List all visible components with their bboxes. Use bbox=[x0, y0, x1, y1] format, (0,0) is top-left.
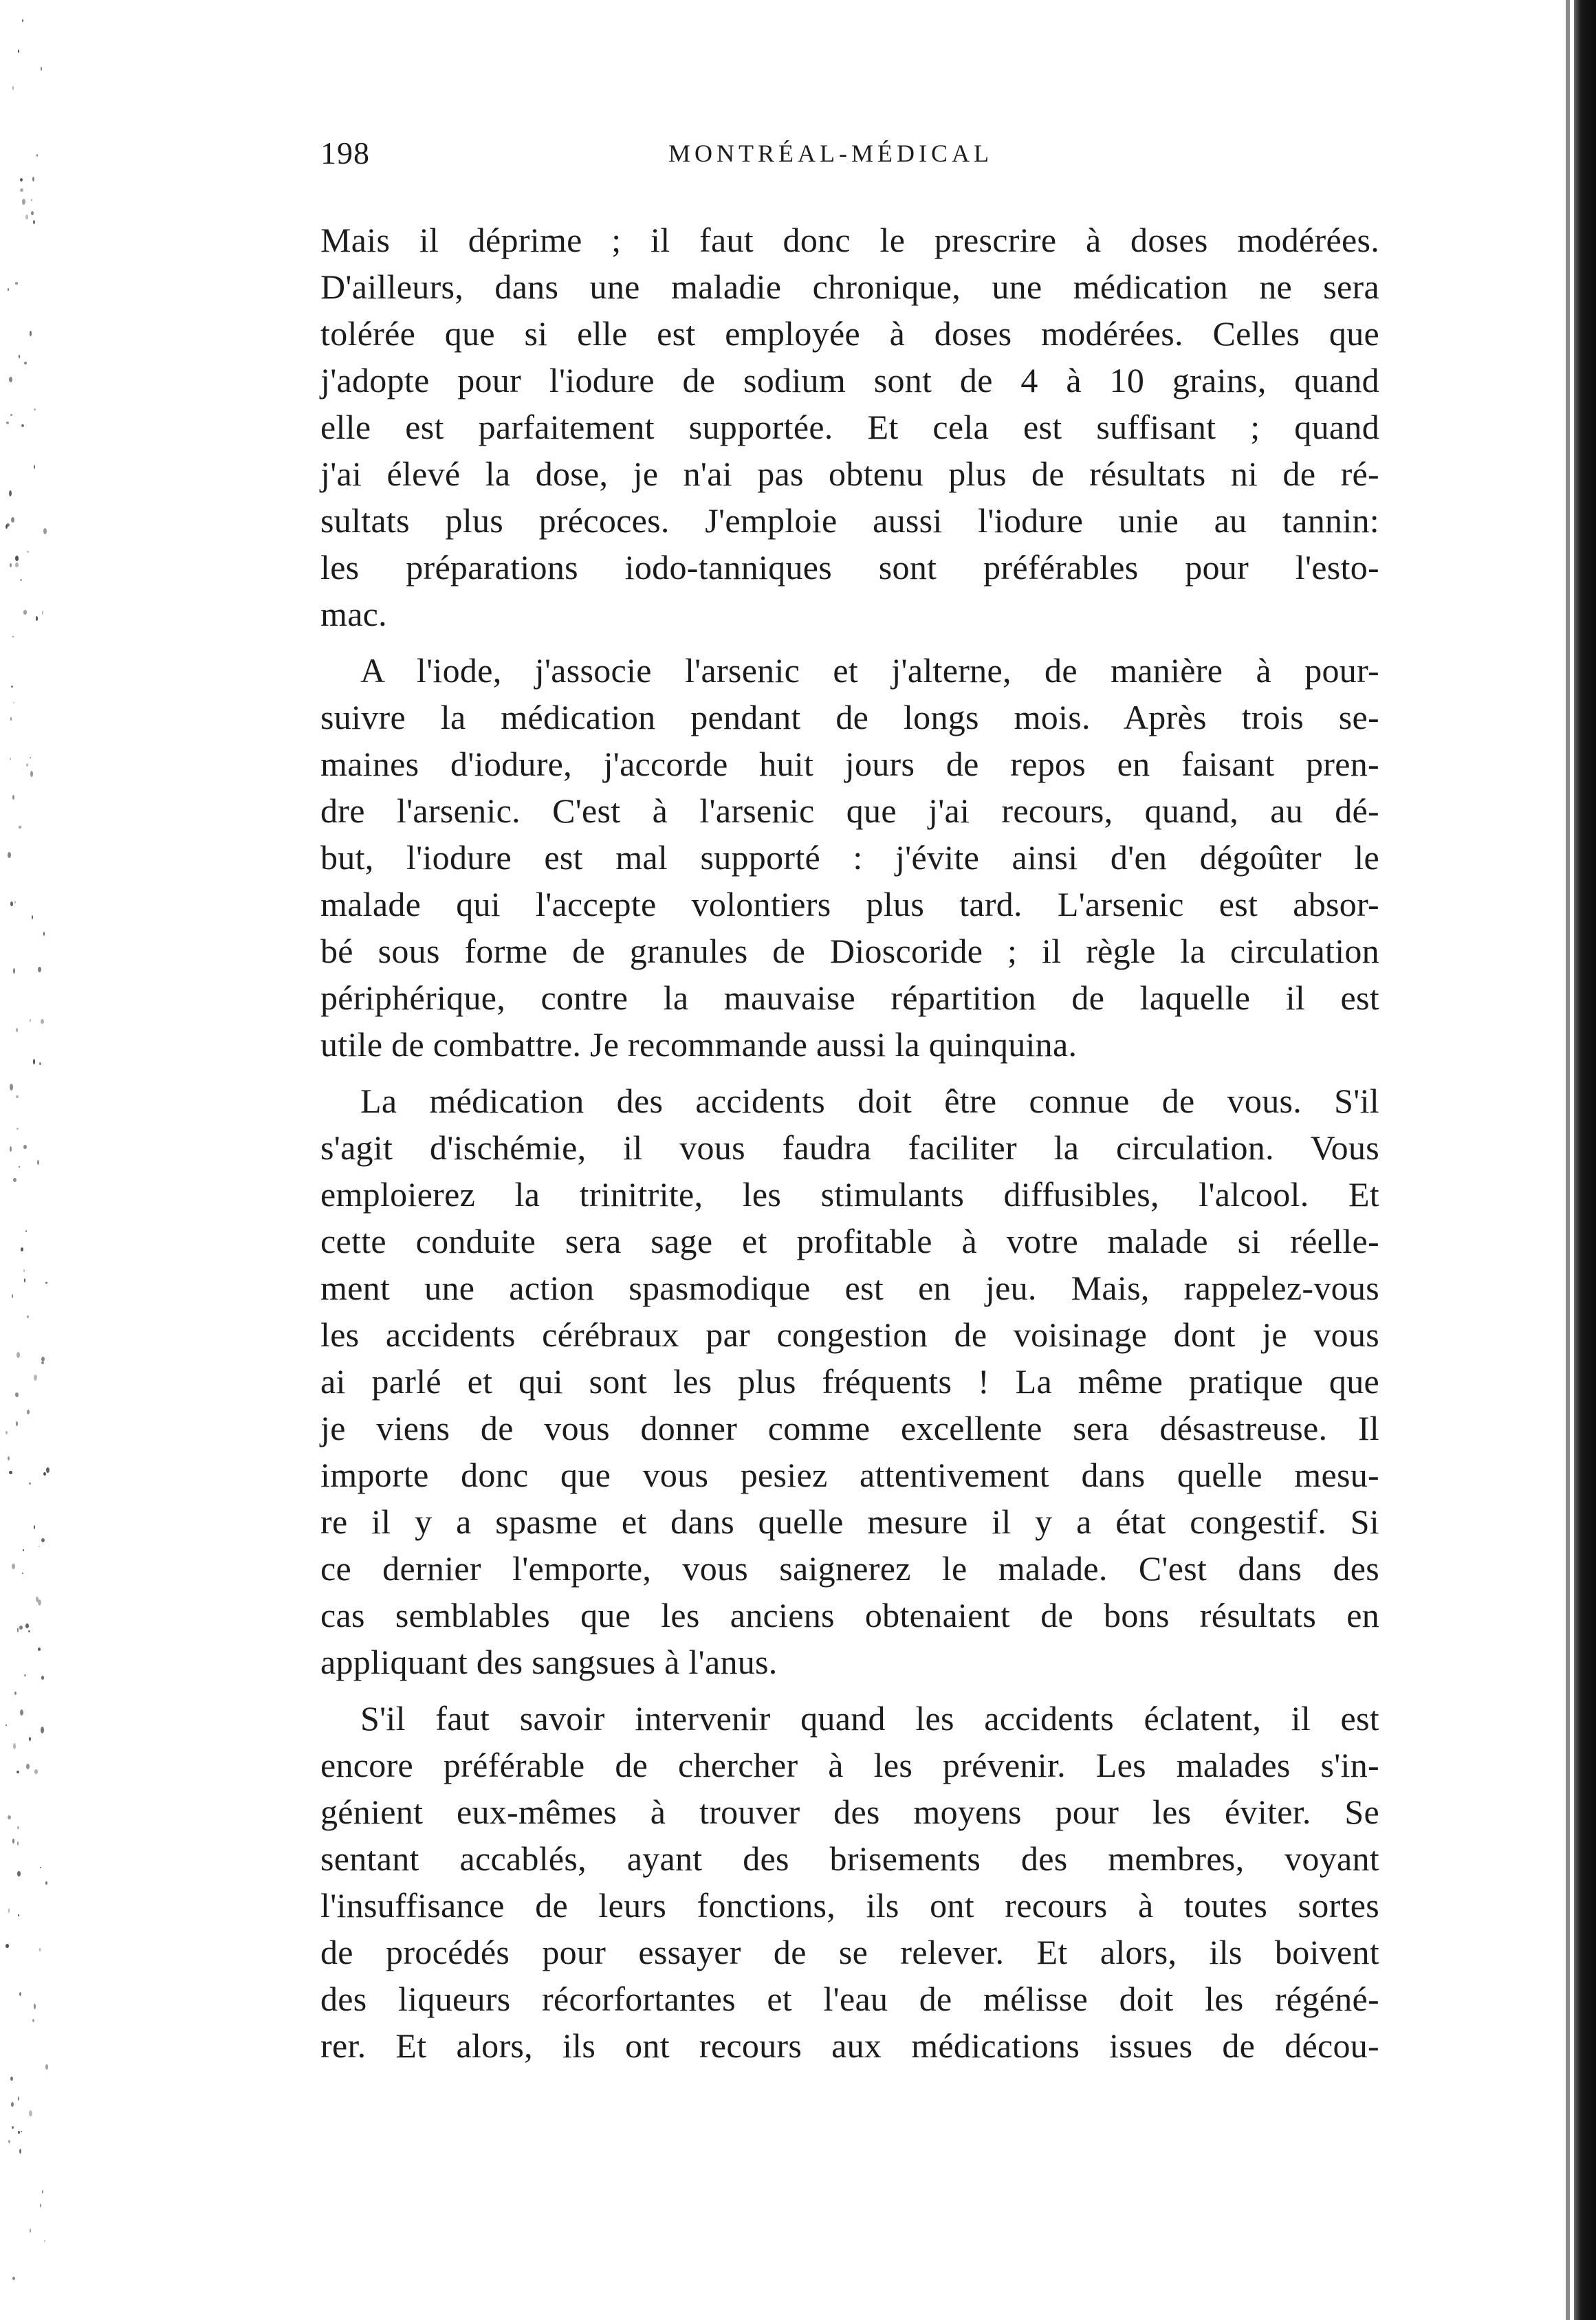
text-line: ment une action spasmodique est en jeu. Mais, rappelez-vous bbox=[320, 1269, 1379, 1307]
scan-speck bbox=[20, 1709, 23, 1716]
scan-speck bbox=[34, 2004, 36, 2009]
scan-speck bbox=[36, 1597, 39, 1602]
scan-speck bbox=[21, 1247, 23, 1251]
scan-speck bbox=[11, 517, 14, 523]
scan-speck bbox=[6, 1431, 8, 1434]
scan-speck bbox=[10, 1084, 13, 1091]
scan-speck bbox=[12, 86, 14, 90]
scan-speck bbox=[10, 414, 12, 416]
scan-speck bbox=[8, 2140, 10, 2143]
scan-speck bbox=[32, 2019, 34, 2022]
text-line: encore préférable de chercher à les prévenir. Les malades s'in- bbox=[320, 1746, 1379, 1784]
binding-edge bbox=[1574, 0, 1596, 2320]
scan-speck bbox=[20, 188, 23, 192]
text-line: périphérique, contre la mauvaise répartition de laquelle il est bbox=[320, 978, 1379, 1017]
scan-speck bbox=[34, 1769, 38, 1774]
running-title: MONTRÉAL-MÉDICAL bbox=[668, 140, 993, 167]
text-line: ce dernier l'emporte, vous saignerez le malade. C'est dans des bbox=[320, 1549, 1379, 1588]
scan-speck bbox=[42, 2190, 43, 2193]
scan-speck bbox=[17, 1128, 19, 1130]
scan-speck bbox=[34, 1525, 35, 1529]
scan-speck bbox=[17, 1841, 19, 1846]
scan-speck bbox=[19, 1992, 21, 1996]
scan-speck bbox=[41, 67, 42, 71]
scan-speck bbox=[27, 551, 29, 553]
scan-speck bbox=[9, 377, 12, 382]
scan-speck bbox=[27, 1315, 29, 1318]
text-line: Mais il déprime ; il faut donc le prescrire à doses modérées. bbox=[320, 221, 1379, 259]
scan-speck bbox=[39, 1546, 40, 1547]
text-line: malade qui l'accepte volontiers plus tard. L'arsenic est absor- bbox=[320, 885, 1379, 923]
scan-speck bbox=[22, 19, 23, 22]
scan-speck bbox=[38, 967, 41, 972]
text-line: les accidents cérébraux par congestion de voisinage dont je vous bbox=[320, 1315, 1379, 1354]
text-line: suivre la médication pendant de longs mois. Après trois se- bbox=[320, 698, 1379, 736]
scan-speck bbox=[12, 795, 14, 800]
scan-speck bbox=[6, 422, 9, 424]
scan-speck bbox=[34, 408, 36, 411]
scan-speck bbox=[39, 1062, 41, 1065]
scan-speck bbox=[15, 1392, 19, 1397]
scan-speck bbox=[29, 1482, 31, 1485]
scan-speck bbox=[15, 562, 19, 567]
scan-speck bbox=[11, 686, 13, 688]
scan-speck bbox=[41, 1676, 44, 1680]
scan-speck bbox=[6, 1725, 7, 1726]
scan-speck bbox=[9, 490, 12, 496]
scan-speck bbox=[19, 2149, 21, 2154]
scan-speck bbox=[22, 1573, 23, 1574]
scan-speck bbox=[12, 1839, 14, 1843]
text-line: bé sous forme de granules de Dioscoride ; il règle la circulation bbox=[320, 932, 1379, 970]
scan-speck bbox=[25, 1230, 27, 1232]
scan-speck bbox=[22, 199, 25, 205]
scan-speck bbox=[43, 528, 47, 534]
scan-speck bbox=[34, 465, 35, 469]
scan-speck bbox=[6, 525, 8, 529]
scan-speck bbox=[9, 1471, 12, 1474]
scan-speck bbox=[15, 282, 18, 285]
text-line: des liqueurs récorfortantes et l'eau de mélisse doit les régéné- bbox=[320, 1980, 1379, 2018]
text-line: re il y a spasme et dans quelle mesure il y a état congestif. Si bbox=[320, 1502, 1379, 1541]
text-line: sultats plus précoces. J'emploie aussi l'iodure unie au tannin: bbox=[320, 501, 1379, 540]
scan-speck bbox=[17, 1826, 19, 1829]
text-line: sentant accablés, ayant des brisements des membres, voyant bbox=[320, 1839, 1379, 1878]
scan-speck bbox=[23, 1549, 24, 1551]
text-line: tolérée que si elle est employée à doses modérées. Celles que bbox=[320, 314, 1379, 353]
scan-speck bbox=[45, 1881, 47, 1885]
scan-speck bbox=[41, 1538, 45, 1542]
text-line: l'insuffisance de leurs fonctions, ils ont recours à toutes sortes bbox=[320, 1886, 1379, 1925]
scan-speck bbox=[30, 1019, 31, 1022]
scan-speck bbox=[19, 355, 20, 358]
scan-speck bbox=[16, 1095, 19, 1098]
scan-speck bbox=[31, 199, 32, 201]
page-number: 198 bbox=[320, 135, 370, 171]
text-line: j'ai élevé la dose, je n'ai pas obtenu plus de résultats ni de ré- bbox=[320, 455, 1379, 493]
scan-speck bbox=[16, 1028, 18, 1032]
scan-speck bbox=[41, 1361, 44, 1364]
scan-speck bbox=[12, 1564, 15, 1569]
text-line: D'ailleurs, dans une maladie chronique, une médication ne sera bbox=[320, 267, 1379, 306]
paragraph-4 bbox=[320, 1695, 1379, 2069]
text-line: je viens de vous donner comme excellente sera désastreuse. Il bbox=[320, 1409, 1379, 1447]
text-line: elle est parfaitement supportée. Et cela est suffisant ; quand bbox=[320, 408, 1379, 446]
text-line: emploierez la trinitrite, les stimulants diffusibles, l'alcool. Et bbox=[320, 1175, 1379, 1214]
paragraph-2 bbox=[320, 647, 1379, 1068]
scan-speck bbox=[13, 702, 14, 703]
scan-speck bbox=[20, 579, 22, 581]
page-header bbox=[320, 135, 1379, 176]
scan-speck bbox=[23, 1145, 27, 1149]
scan-speck bbox=[19, 1166, 20, 1168]
scan-speck bbox=[12, 2126, 14, 2129]
text-line: but, l'iodure est mal supporté : j'évite ainsi d'en dégoûter le bbox=[320, 838, 1379, 877]
scan-speck bbox=[13, 1743, 16, 1749]
paragraph-1 bbox=[320, 217, 1379, 637]
text-line: appliquant des sangsues à l'anus. bbox=[320, 1643, 778, 1681]
scan-speck bbox=[11, 2102, 14, 2107]
scan-speck bbox=[29, 1737, 31, 1741]
scan-speck bbox=[10, 901, 13, 906]
scan-speck bbox=[10, 717, 12, 721]
scan-speck bbox=[19, 1626, 23, 1630]
scan-speck bbox=[43, 1472, 46, 1476]
scan-speck bbox=[40, 2204, 41, 2207]
scan-speck bbox=[8, 1456, 10, 1460]
scan-speck bbox=[10, 1146, 12, 1152]
scan-speck bbox=[18, 2097, 19, 2101]
scan-speck bbox=[30, 757, 31, 758]
scan-speck bbox=[25, 215, 28, 219]
text-line: mac. bbox=[320, 595, 387, 633]
scan-speck bbox=[16, 1421, 18, 1426]
text-line: cette conduite sera sage et profitable à votre malade si réelle- bbox=[320, 1222, 1379, 1260]
scan-speck bbox=[41, 1019, 44, 1024]
text-line: maines d'iodure, j'accorde huit jours de repos en faisant pren- bbox=[320, 745, 1379, 783]
scan-speck bbox=[12, 2277, 15, 2280]
text-line: ai parlé et qui sont les plus fréquents ! La même pratique que bbox=[320, 1362, 1379, 1401]
scan-speck bbox=[18, 1914, 19, 1916]
scan-speck bbox=[6, 1944, 9, 1948]
text-line: les préparations iodo-tanniques sont préférables pour l'esto- bbox=[320, 548, 1379, 587]
scan-speck bbox=[36, 616, 38, 621]
scan-speck bbox=[32, 915, 33, 919]
text-line: utile de combattre. Je recommande aussi la quinquina. bbox=[320, 1025, 1078, 1064]
scan-speck bbox=[24, 1674, 26, 1676]
scan-margin-noise bbox=[6, 0, 54, 2320]
scan-speck bbox=[13, 1178, 17, 1182]
scan-speck bbox=[33, 1059, 35, 1064]
scan-speck bbox=[13, 968, 15, 974]
scan-speck bbox=[14, 1692, 17, 1695]
scan-speck bbox=[42, 611, 43, 615]
scan-speck bbox=[23, 610, 27, 615]
text-line: rer. Et alors, ils ont recours aux médications issues de décou- bbox=[320, 2026, 1379, 2065]
scan-speck bbox=[36, 154, 38, 157]
scan-speck bbox=[34, 1375, 37, 1381]
scan-speck bbox=[18, 50, 19, 53]
text-line: importe donc que vous pesiez attentivement dans quelle mesu- bbox=[320, 1456, 1379, 1494]
scan-speck bbox=[39, 1948, 41, 1951]
scan-speck bbox=[20, 178, 23, 182]
scan-speck bbox=[24, 1278, 25, 1282]
body-text bbox=[320, 217, 1379, 2079]
scan-speck bbox=[30, 2229, 31, 2233]
scan-speck bbox=[27, 1410, 30, 1414]
page-edge-shadow bbox=[1566, 0, 1570, 2320]
scan-speck bbox=[40, 1867, 41, 1868]
scan-speck bbox=[15, 556, 19, 561]
scan-speck bbox=[17, 1628, 19, 1632]
scan-speck bbox=[30, 331, 32, 336]
text-line: A l'iode, j'associe l'arsenic et j'alterne, de manière à pour- bbox=[360, 651, 1379, 690]
paragraph-3 bbox=[320, 1077, 1379, 1685]
text-line: de procédés pour essayer de se relever. Et alors, ils boivent bbox=[320, 1933, 1379, 1971]
scan-speck bbox=[24, 362, 27, 364]
scan-speck bbox=[33, 220, 35, 224]
scan-speck bbox=[10, 563, 12, 567]
text-line: dre l'arsenic. C'est à l'arsenic que j'ai recours, quand, au dé- bbox=[320, 791, 1379, 830]
scan-speck bbox=[8, 1908, 10, 1913]
scan-speck bbox=[45, 2064, 48, 2070]
scan-speck bbox=[18, 2131, 20, 2134]
scan-speck bbox=[10, 758, 11, 760]
scan-speck bbox=[31, 211, 34, 215]
scan-speck bbox=[37, 1160, 39, 1165]
text-line: S'il faut savoir intervenir quand les accidents éclatent, il est bbox=[360, 1699, 1379, 1738]
scan-speck bbox=[41, 1727, 44, 1733]
scan-speck bbox=[17, 1871, 21, 1876]
scan-speck bbox=[30, 771, 33, 777]
scan-speck bbox=[25, 1623, 29, 1628]
scan-speck bbox=[41, 1357, 45, 1361]
scan-speck bbox=[44, 2240, 45, 2242]
scan-speck bbox=[17, 1352, 20, 1358]
text-line: La médication des accidents doit être connue de vous. S'il bbox=[360, 1082, 1379, 1120]
scan-speck bbox=[17, 1771, 19, 1773]
scan-speck bbox=[26, 1764, 30, 1769]
text-line: cas semblables que les anciens obtenaient de bons résultats en bbox=[320, 1596, 1379, 1634]
scan-speck bbox=[8, 852, 11, 858]
scan-speck bbox=[10, 2077, 13, 2081]
scan-speck bbox=[32, 177, 34, 182]
scan-speck bbox=[46, 1467, 50, 1473]
scan-speck bbox=[43, 932, 45, 936]
text-line: j'adopte pour l'iodure de sodium sont de 4 à 10 grains, quand bbox=[320, 361, 1379, 400]
scan-speck bbox=[29, 2110, 32, 2116]
scan-speck bbox=[12, 1294, 13, 1298]
scan-speck bbox=[19, 826, 21, 829]
text-line: s'agit d'ischémie, il vous faudra faciliter la circulation. Vous bbox=[320, 1128, 1379, 1167]
scan-speck bbox=[12, 636, 14, 637]
scan-speck bbox=[21, 424, 24, 427]
scan-speck bbox=[38, 1648, 41, 1651]
scan-speck bbox=[21, 2131, 22, 2132]
scan-speck bbox=[14, 901, 16, 904]
text-line: génient eux-mêmes à trouver des moyens pour les éviter. Se bbox=[320, 1793, 1379, 1831]
scan-speck bbox=[45, 1282, 47, 1284]
scan-speck bbox=[26, 763, 28, 767]
scan-speck bbox=[8, 288, 9, 291]
scan-speck bbox=[23, 1269, 25, 1272]
scan-speck bbox=[28, 1630, 30, 1632]
scan-speck bbox=[8, 1815, 11, 1819]
